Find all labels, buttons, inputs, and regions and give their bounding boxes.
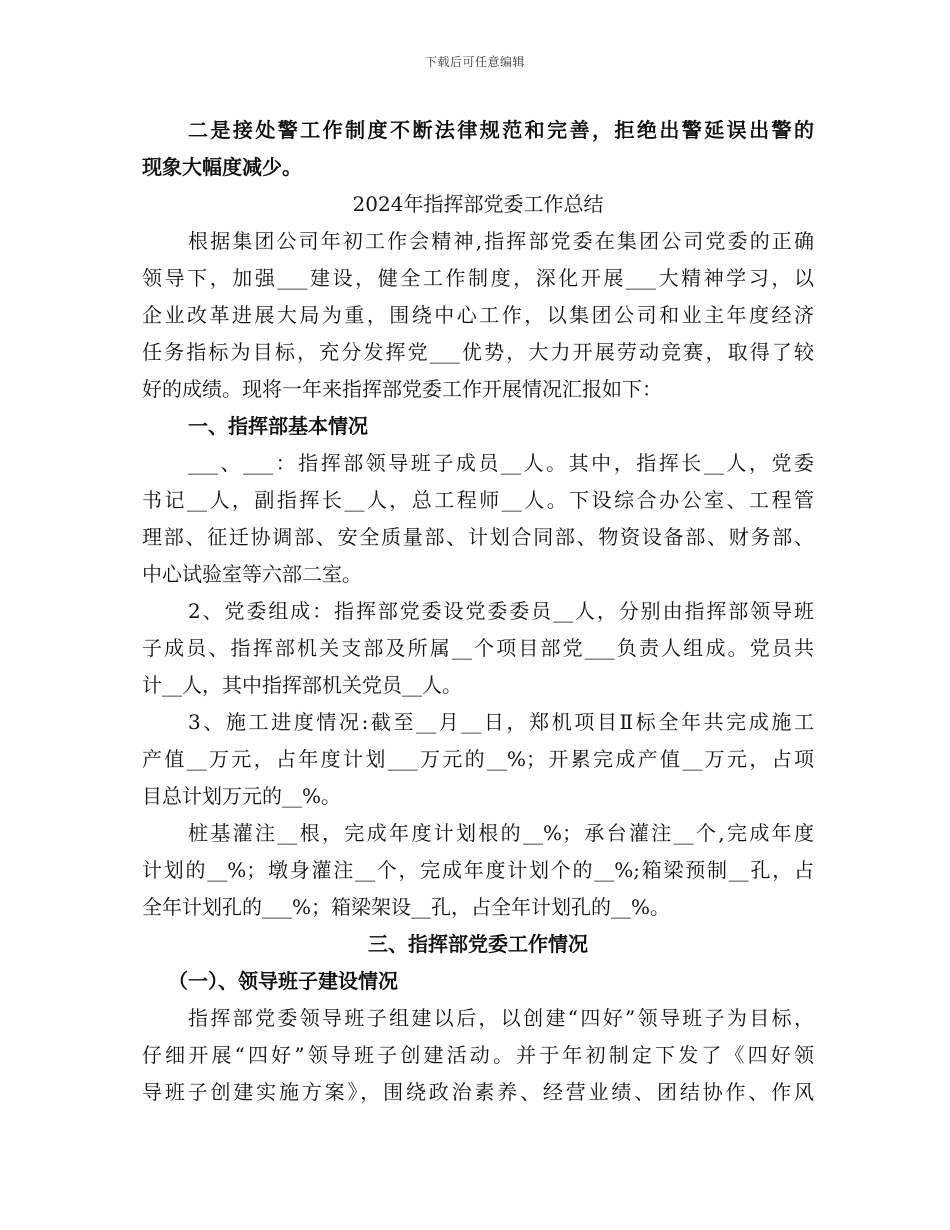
paragraph-line: 子成员、指挥部机关支部及所属__个项目部党___负责人组成。党员共: [142, 636, 814, 660]
paragraph-line: 现象大幅度减少。: [142, 155, 302, 179]
paragraph-line: ___、___：指挥部领导班子成员__人。其中，指挥长__人，党委: [188, 451, 814, 475]
document-body: [142, 112, 814, 1111]
section-heading: 三、指挥部党委工作情况: [368, 932, 588, 956]
paragraph-line: 仔细开展“四好”领导班子创建活动。并于年初制定下发了《四好领: [142, 1043, 814, 1067]
paragraph-line: 任务指标为目标，充分发挥党___优势，大力开展劳动竞赛，取得了较: [142, 340, 814, 364]
paragraph-line: 全年计划孔的___%；箱梁架设__孔，占全年计划孔的__%。: [142, 895, 671, 919]
page-header: 下载后可任意编辑: [424, 55, 525, 69]
paragraph-line: 二是接处警工作制度不断法律规范和完善，拒绝出警延误出警的: [188, 118, 814, 142]
paragraph-line: 2、党委组成：指挥部党委设党委委员__人，分别由指挥部领导班: [188, 599, 814, 623]
paragraph-line: 3、施工进度情况:截至__月__日，郑机项目Ⅱ标全年共完成施工: [188, 710, 814, 734]
paragraph-line: 理部、征迁协调部、安全质量部、计划合同部、物资设备部、财务部、: [142, 525, 814, 549]
paragraph-line: 根据集团公司年初工作会精神,指挥部党委在集团公司党委的正确: [188, 229, 814, 253]
paragraph-line: 指挥部党委领导班子组建以后，以创建“四好”领导班子为目标，: [188, 1006, 814, 1030]
paragraph-line: 计__人，其中指挥部机关党员__人。: [142, 673, 462, 697]
paragraph-line: 好的成绩。现将一年来指挥部党委工作开展情况汇报如下：: [142, 377, 662, 401]
document-title: 2024年指挥部党委工作总结: [352, 192, 604, 216]
paragraph-line: 导班子创建实施方案》，围绕政治素养、经营业绩、团结协作、作风: [142, 1080, 814, 1104]
paragraph-line: 桩基灌注__根，完成年度计划根的__%；承台灌注__个,完成年度: [188, 821, 814, 845]
paragraph-line: 领导下，加强___建设，健全工作制度，深化开展___大精神学习，以: [142, 266, 814, 290]
paragraph-line: 中心试验室等六部二室。: [142, 562, 362, 586]
paragraph-line: 企业改革进展大局为重，围绕中心工作，以集团公司和业主年度经济: [142, 303, 814, 327]
paragraph-line: 目总计划万元的__%。: [142, 784, 342, 808]
subsection-heading: （一）、领导班子建设情况: [168, 969, 398, 993]
paragraph-line: 计划的__%；墩身灌注__个，完成年度计划个的__%;箱梁预制__孔，占: [142, 858, 814, 882]
paragraph-line: 产值__万元，占年度计划___万元的__%；开累完成产值__万元，占项: [142, 747, 814, 771]
paragraph-line: 书记__人，副指挥长__人，总工程师__人。下设综合办公室、工程管: [142, 488, 814, 512]
section-heading: 一、指挥部基本情况: [188, 414, 368, 438]
